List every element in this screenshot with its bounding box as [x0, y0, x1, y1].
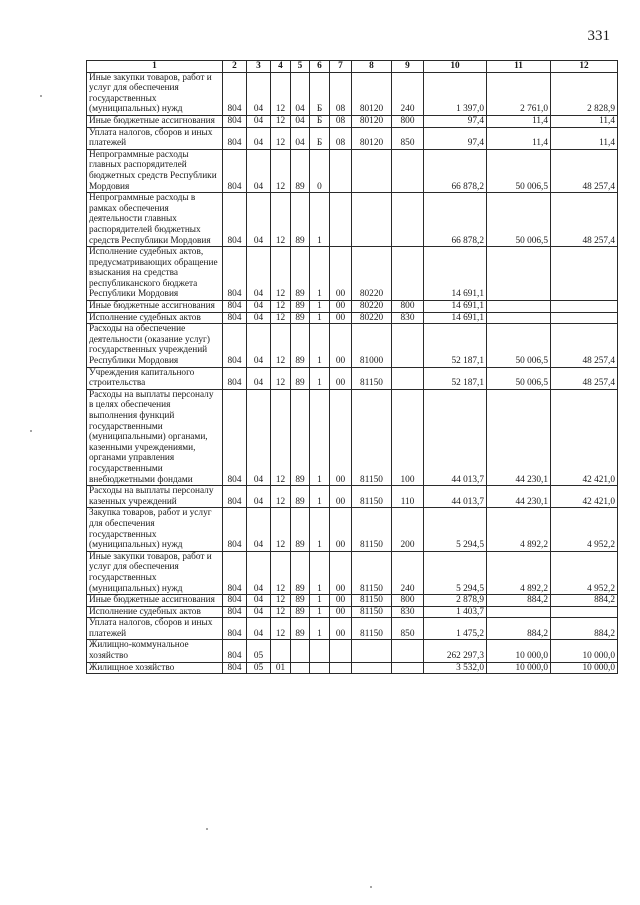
row-name-cell: Исполнение судебных актов [87, 312, 223, 324]
direction-cell [352, 640, 392, 662]
subprogram-cell: 1 [310, 606, 330, 618]
amount-col10-cell: 97,4 [424, 115, 487, 127]
code-admin-cell: 804 [223, 640, 247, 662]
section-cell: 04 [247, 72, 271, 115]
amount-col12-cell: 42 421,0 [551, 389, 618, 485]
direction-cell: 81150 [352, 606, 392, 618]
expense-type-cell: 830 [392, 312, 424, 324]
direction-cell: 80120 [352, 115, 392, 127]
table-row [87, 606, 618, 618]
program-cell [291, 662, 310, 674]
column-header: 5 [291, 61, 310, 73]
row-name-cell: Закупка товаров, работ и услуг для обеспечения государственных (муниципальных) нужд [87, 508, 223, 551]
code-admin-cell: 804 [223, 389, 247, 485]
code-admin-cell: 804 [223, 662, 247, 674]
event-cell: 00 [330, 389, 352, 485]
subsection-cell: 12 [271, 508, 291, 551]
section-cell: 04 [247, 367, 271, 389]
expense-type-cell: 850 [392, 618, 424, 640]
section-cell: 05 [247, 662, 271, 674]
subprogram-cell: Б [310, 72, 330, 115]
expense-type-cell: 240 [392, 551, 424, 594]
expense-type-cell [392, 640, 424, 662]
amount-col12-cell: 42 421,0 [551, 486, 618, 508]
table-row [87, 247, 618, 301]
amount-col12-cell [551, 247, 618, 301]
table-row [87, 367, 618, 389]
subprogram-cell [310, 640, 330, 662]
column-header: 9 [392, 61, 424, 73]
program-cell: 89 [291, 247, 310, 301]
amount-col12-cell: 48 257,4 [551, 193, 618, 247]
expense-type-cell: 200 [392, 508, 424, 551]
expense-type-cell: 800 [392, 301, 424, 313]
subsection-cell: 12 [271, 606, 291, 618]
section-cell: 04 [247, 618, 271, 640]
subsection-cell: 12 [271, 367, 291, 389]
amount-col10-cell: 1 403,7 [424, 606, 487, 618]
column-header: 11 [487, 61, 551, 73]
event-cell [330, 193, 352, 247]
program-cell: 89 [291, 551, 310, 594]
table-row [87, 551, 618, 594]
direction-cell: 81150 [352, 508, 392, 551]
amount-col11-cell: 4 892,2 [487, 551, 551, 594]
program-cell: 89 [291, 149, 310, 192]
expense-type-cell: 830 [392, 606, 424, 618]
event-cell [330, 640, 352, 662]
amount-col12-cell: 10 000,0 [551, 662, 618, 674]
column-header: 10 [424, 61, 487, 73]
row-name-cell: Иные закупки товаров, работ и услуг для обеспечения государственных (муниципальных) нужд [87, 551, 223, 594]
subprogram-cell [310, 662, 330, 674]
section-cell: 04 [247, 115, 271, 127]
row-name-cell: Расходы на выплаты персоналу в целях обеспечения выполнения функций государственными (муниципальными) органами, казенными учреждениями, органами управления государственными внебюджетными фондами [87, 389, 223, 485]
event-cell: 00 [330, 324, 352, 367]
row-name-cell: Уплата налогов, сборов и иных платежей [87, 127, 223, 149]
expense-type-cell [392, 193, 424, 247]
program-cell: 89 [291, 508, 310, 551]
column-header: 7 [330, 61, 352, 73]
expense-type-cell [392, 324, 424, 367]
code-admin-cell: 804 [223, 551, 247, 594]
scan-speck [206, 828, 208, 830]
program-cell: 89 [291, 595, 310, 607]
amount-col11-cell: 44 230,1 [487, 486, 551, 508]
amount-col11-cell: 11,4 [487, 127, 551, 149]
program-cell [291, 640, 310, 662]
section-cell: 04 [247, 312, 271, 324]
amount-col12-cell: 4 952,2 [551, 508, 618, 551]
direction-cell: 81150 [352, 551, 392, 594]
event-cell: 08 [330, 72, 352, 115]
amount-col11-cell: 10 000,0 [487, 662, 551, 674]
subsection-cell: 12 [271, 486, 291, 508]
program-cell: 89 [291, 301, 310, 313]
amount-col12-cell: 11,4 [551, 115, 618, 127]
table-row [87, 640, 618, 662]
amount-col10-cell: 44 013,7 [424, 486, 487, 508]
amount-col12-cell: 2 828,9 [551, 72, 618, 115]
amount-col11-cell [487, 312, 551, 324]
subprogram-cell: 1 [310, 618, 330, 640]
code-admin-cell: 804 [223, 72, 247, 115]
event-cell: 00 [330, 301, 352, 313]
expense-type-cell [392, 149, 424, 192]
amount-col12-cell: 11,4 [551, 127, 618, 149]
amount-col11-cell: 10 000,0 [487, 640, 551, 662]
amount-col10-cell: 52 187,1 [424, 324, 487, 367]
code-admin-cell: 804 [223, 127, 247, 149]
amount-col12-cell [551, 606, 618, 618]
section-cell: 04 [247, 606, 271, 618]
amount-col12-cell: 884,2 [551, 618, 618, 640]
table-row [87, 508, 618, 551]
row-name-cell: Непрограммные расходы главных распорядителей бюджетных средств Республики Мордовия [87, 149, 223, 192]
amount-col11-cell [487, 247, 551, 301]
row-name-cell: Жилищное хозяйство [87, 662, 223, 674]
direction-cell [352, 662, 392, 674]
column-header: 4 [271, 61, 291, 73]
expense-type-cell [392, 247, 424, 301]
direction-cell: 80220 [352, 301, 392, 313]
amount-col11-cell: 884,2 [487, 618, 551, 640]
code-admin-cell: 804 [223, 606, 247, 618]
subsection-cell: 12 [271, 618, 291, 640]
section-cell: 04 [247, 508, 271, 551]
row-name-cell: Иные бюджетные ассигнования [87, 301, 223, 313]
code-admin-cell: 804 [223, 595, 247, 607]
table-row [87, 301, 618, 313]
direction-cell: 81150 [352, 486, 392, 508]
event-cell: 00 [330, 618, 352, 640]
scan-speck [40, 95, 42, 97]
event-cell: 08 [330, 115, 352, 127]
program-cell: 89 [291, 312, 310, 324]
amount-col10-cell: 66 878,2 [424, 149, 487, 192]
amount-col11-cell: 884,2 [487, 595, 551, 607]
amount-col12-cell: 48 257,4 [551, 367, 618, 389]
table-row [87, 389, 618, 485]
program-cell: 89 [291, 389, 310, 485]
subprogram-cell: 0 [310, 149, 330, 192]
amount-col11-cell [487, 301, 551, 313]
column-header: 2 [223, 61, 247, 73]
code-admin-cell: 804 [223, 508, 247, 551]
row-name-cell: Расходы на обеспечение деятельности (оказание услуг) государственных учреждений Республики Мордовия [87, 324, 223, 367]
code-admin-cell: 804 [223, 247, 247, 301]
section-cell: 04 [247, 193, 271, 247]
direction-cell: 80120 [352, 72, 392, 115]
scan-speck [370, 886, 372, 888]
budget-table [86, 60, 618, 674]
subprogram-cell: 1 [310, 595, 330, 607]
subprogram-cell: 1 [310, 193, 330, 247]
table-row [87, 127, 618, 149]
row-name-cell: Непрограммные расходы в рамках обеспечения деятельности главных распорядителей бюджетных средств Республики Мордовия [87, 193, 223, 247]
subprogram-cell: 1 [310, 508, 330, 551]
section-cell: 04 [247, 127, 271, 149]
direction-cell: 81150 [352, 389, 392, 485]
subsection-cell: 01 [271, 662, 291, 674]
amount-col12-cell: 884,2 [551, 595, 618, 607]
column-header: 3 [247, 61, 271, 73]
program-cell: 89 [291, 367, 310, 389]
column-header: 8 [352, 61, 392, 73]
event-cell: 00 [330, 367, 352, 389]
direction-cell: 80120 [352, 127, 392, 149]
expense-type-cell: 240 [392, 72, 424, 115]
event-cell: 00 [330, 508, 352, 551]
event-cell [330, 662, 352, 674]
amount-col12-cell: 48 257,4 [551, 149, 618, 192]
direction-cell: 81150 [352, 367, 392, 389]
expense-type-cell [392, 367, 424, 389]
subsection-cell: 12 [271, 193, 291, 247]
direction-cell: 81150 [352, 618, 392, 640]
event-cell: 00 [330, 486, 352, 508]
subsection-cell: 12 [271, 312, 291, 324]
amount-col11-cell [487, 606, 551, 618]
subsection-cell: 12 [271, 595, 291, 607]
table-row [87, 662, 618, 674]
subsection-cell: 12 [271, 551, 291, 594]
event-cell: 00 [330, 595, 352, 607]
table-row [87, 149, 618, 192]
subsection-cell: 12 [271, 389, 291, 485]
program-cell: 89 [291, 486, 310, 508]
subprogram-cell: 1 [310, 247, 330, 301]
row-name-cell: Жилищно-коммунальное хозяйство [87, 640, 223, 662]
row-name-cell: Исполнение судебных актов, предусматривающих обращение взыскания на средства республиканского бюджета Республики Мордовия [87, 247, 223, 301]
amount-col10-cell: 262 297,3 [424, 640, 487, 662]
subsection-cell: 12 [271, 324, 291, 367]
row-name-cell: Иные закупки товаров, работ и услуг для обеспечения государственных (муниципальных) нужд [87, 72, 223, 115]
header-row [87, 61, 618, 73]
amount-col12-cell: 48 257,4 [551, 324, 618, 367]
program-cell: 89 [291, 606, 310, 618]
column-header: 1 [87, 61, 223, 73]
column-header: 6 [310, 61, 330, 73]
code-admin-cell: 804 [223, 312, 247, 324]
event-cell: 00 [330, 606, 352, 618]
amount-col10-cell: 97,4 [424, 127, 487, 149]
event-cell: 00 [330, 247, 352, 301]
subsection-cell: 12 [271, 72, 291, 115]
section-cell: 04 [247, 324, 271, 367]
event-cell: 00 [330, 312, 352, 324]
code-admin-cell: 804 [223, 193, 247, 247]
direction-cell [352, 149, 392, 192]
amount-col12-cell [551, 301, 618, 313]
direction-cell: 81000 [352, 324, 392, 367]
code-admin-cell: 804 [223, 115, 247, 127]
expense-type-cell: 850 [392, 127, 424, 149]
row-name-cell: Уплата налогов, сборов и иных платежей [87, 618, 223, 640]
amount-col11-cell: 50 006,5 [487, 193, 551, 247]
program-cell: 89 [291, 193, 310, 247]
expense-type-cell [392, 662, 424, 674]
row-name-cell: Расходы на выплаты персоналу казенных учреждений [87, 486, 223, 508]
code-admin-cell: 804 [223, 486, 247, 508]
code-admin-cell: 804 [223, 149, 247, 192]
subsection-cell: 12 [271, 115, 291, 127]
direction-cell [352, 193, 392, 247]
amount-col11-cell: 11,4 [487, 115, 551, 127]
table-row [87, 193, 618, 247]
amount-col11-cell: 50 006,5 [487, 149, 551, 192]
table-row [87, 486, 618, 508]
section-cell: 05 [247, 640, 271, 662]
amount-col10-cell: 5 294,5 [424, 551, 487, 594]
table-row [87, 115, 618, 127]
subsection-cell: 12 [271, 247, 291, 301]
amount-col10-cell: 14 691,1 [424, 312, 487, 324]
expense-type-cell: 100 [392, 389, 424, 485]
subprogram-cell: 1 [310, 551, 330, 594]
amount-col12-cell [551, 312, 618, 324]
amount-col11-cell: 4 892,2 [487, 508, 551, 551]
direction-cell: 81150 [352, 595, 392, 607]
table-row [87, 324, 618, 367]
code-admin-cell: 804 [223, 301, 247, 313]
program-cell: 89 [291, 618, 310, 640]
amount-col10-cell: 52 187,1 [424, 367, 487, 389]
section-cell: 04 [247, 551, 271, 594]
program-cell: 04 [291, 127, 310, 149]
subsection-cell: 12 [271, 301, 291, 313]
event-cell: 08 [330, 127, 352, 149]
row-name-cell: Иные бюджетные ассигнования [87, 115, 223, 127]
subprogram-cell: 1 [310, 367, 330, 389]
program-cell: 04 [291, 72, 310, 115]
event-cell: 00 [330, 551, 352, 594]
event-cell [330, 149, 352, 192]
amount-col10-cell: 2 878,9 [424, 595, 487, 607]
amount-col10-cell: 3 532,0 [424, 662, 487, 674]
expense-type-cell: 800 [392, 595, 424, 607]
amount-col10-cell: 66 878,2 [424, 193, 487, 247]
section-cell: 04 [247, 301, 271, 313]
table-row [87, 72, 618, 115]
row-name-cell: Учреждения капитального строительства [87, 367, 223, 389]
subprogram-cell: 1 [310, 312, 330, 324]
amount-col12-cell: 4 952,2 [551, 551, 618, 594]
page-number: 331 [587, 28, 610, 44]
subsection-cell [271, 640, 291, 662]
program-cell: 04 [291, 115, 310, 127]
amount-col10-cell: 5 294,5 [424, 508, 487, 551]
table-row [87, 595, 618, 607]
scan-speck [30, 430, 32, 432]
table-row [87, 618, 618, 640]
subprogram-cell: Б [310, 115, 330, 127]
section-cell: 04 [247, 149, 271, 192]
subprogram-cell: 1 [310, 324, 330, 367]
section-cell: 04 [247, 389, 271, 485]
code-admin-cell: 804 [223, 618, 247, 640]
section-cell: 04 [247, 247, 271, 301]
table-body [87, 72, 618, 674]
subprogram-cell: 1 [310, 389, 330, 485]
column-header: 12 [551, 61, 618, 73]
row-name-cell: Исполнение судебных актов [87, 606, 223, 618]
amount-col11-cell: 50 006,5 [487, 367, 551, 389]
section-cell: 04 [247, 595, 271, 607]
subsection-cell: 12 [271, 149, 291, 192]
section-cell: 04 [247, 486, 271, 508]
amount-col10-cell: 14 691,1 [424, 301, 487, 313]
expense-type-cell: 800 [392, 115, 424, 127]
subsection-cell: 12 [271, 127, 291, 149]
amount-col12-cell: 10 000,0 [551, 640, 618, 662]
amount-col11-cell: 44 230,1 [487, 389, 551, 485]
code-admin-cell: 804 [223, 367, 247, 389]
subprogram-cell: Б [310, 127, 330, 149]
amount-col10-cell: 44 013,7 [424, 389, 487, 485]
amount-col11-cell: 50 006,5 [487, 324, 551, 367]
direction-cell: 80220 [352, 247, 392, 301]
program-cell: 89 [291, 324, 310, 367]
expense-type-cell: 110 [392, 486, 424, 508]
amount-col10-cell: 14 691,1 [424, 247, 487, 301]
amount-col10-cell: 1 397,0 [424, 72, 487, 115]
amount-col10-cell: 1 475,2 [424, 618, 487, 640]
table-row [87, 312, 618, 324]
direction-cell: 80220 [352, 312, 392, 324]
amount-col11-cell: 2 761,0 [487, 72, 551, 115]
subprogram-cell: 1 [310, 486, 330, 508]
subprogram-cell: 1 [310, 301, 330, 313]
code-admin-cell: 804 [223, 324, 247, 367]
row-name-cell: Иные бюджетные ассигнования [87, 595, 223, 607]
